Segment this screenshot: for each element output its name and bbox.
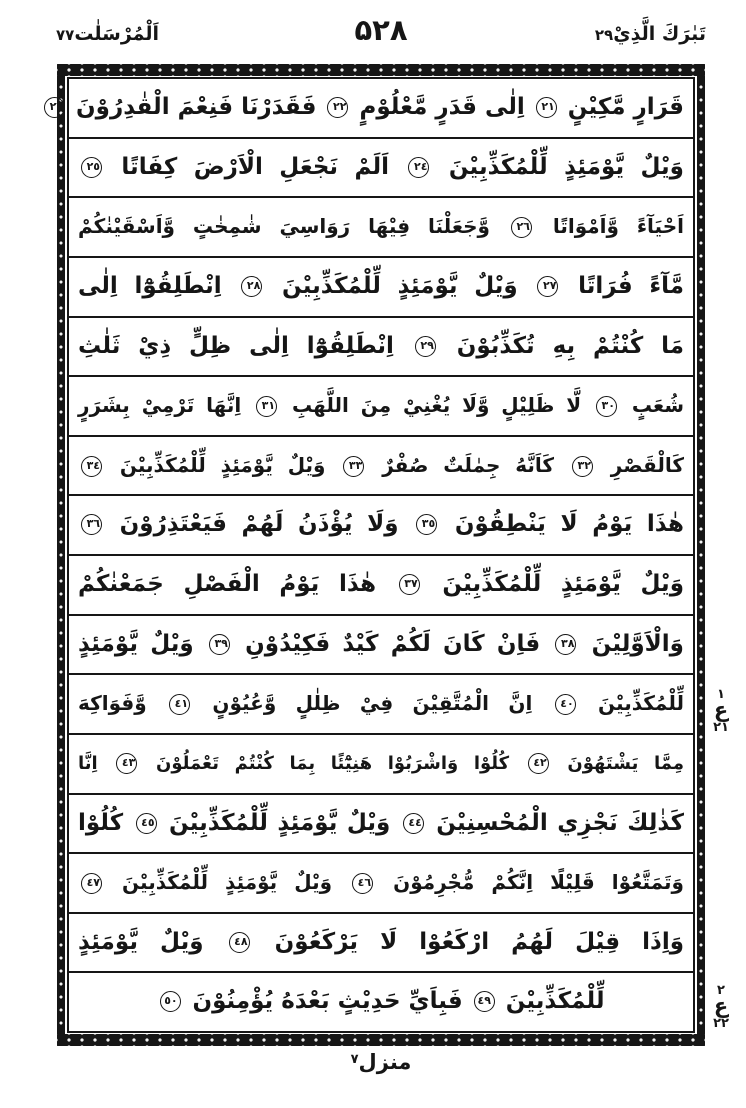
quran-line: قَرَارٍ مَّكِيْنٍ ٢١ اِلٰى قَدَرٍ مَّعْلُوْمٍ ٢٢ فَقَدَرْنَا فَنِعْمَ الْقٰدِرُوْنَ ٢٣	[69, 79, 693, 139]
ruku-marker	[704, 984, 738, 1030]
quran-line: مَّآءً فُرَاتًا ٢٧ وَيْلٌ يَّوْمَئِذٍ لِّلْمُكَذِّبِيْنَ ٢٨ اِنْطَلِقُوْٓا اِلٰى	[69, 258, 693, 318]
quran-line: وَيْلٌ يَّوْمَئِذٍ لِّلْمُكَذِّبِيْنَ ٣٧ هٰذَا يَوْمُ الْفَصْلِ جَمَعْنٰكُمْ	[69, 556, 693, 616]
ayah-number-roundel: ٤٢	[528, 753, 549, 774]
ruku-surah-count: ١	[717, 687, 725, 702]
text-block	[49, 77, 695, 1033]
ayah-number-roundel: ٣٧	[399, 574, 420, 595]
ain-ruku-icon: ع	[713, 994, 729, 1019]
page-number: ۵۲۸	[354, 12, 408, 47]
frame-middle	[49, 76, 705, 1034]
quran-line: وَالْاَوَّلِيْنَ ٣٨ فَاِنْ كَانَ لَكُمْ كَيْدٌ فَكِيْدُوْنِ ٣٩ وَيْلٌ يَّوْمَئِذٍ	[69, 616, 693, 676]
juz-name-header	[595, 24, 706, 45]
ayah-number-roundel: ٣٥	[416, 514, 437, 535]
manzil-marker	[57, 1050, 705, 1074]
ayah-number-roundel: ٢٦	[511, 217, 532, 238]
ayah-number-roundel: ٤٦	[352, 873, 373, 894]
manzil-number: ٧	[350, 1052, 359, 1067]
page-frame	[49, 64, 705, 1046]
quran-line: وَتَمَتَّعُوْا قَلِيْلًا اِنَّكُمْ مُّجْرِمُوْنَ ٤٦ وَيْلٌ يَّوْمَئِذٍ لِّلْمُكَذِّبِيْنَ ٤٧	[69, 854, 693, 914]
quran-line: شُعَبٍ ٣٠ لَّا ظَلِيْلٍ وَّلَا يُغْنِيْ مِنَ اللَّهَبِ ٣١ اِنَّهَا تَرْمِيْ بِشَرَرٍ	[69, 377, 693, 437]
ayah-number-roundel: ٢٣	[44, 97, 65, 118]
ayah-number-roundel: ٢٤	[408, 157, 429, 178]
ayah-number-roundel: ٣٣	[343, 456, 364, 477]
ayah-number-roundel: ٢٩	[415, 336, 436, 357]
ayah-number-roundel: ٢٥	[81, 157, 102, 178]
ornament-band-bottom	[57, 1034, 705, 1046]
juz-title: تَبٰرَكَ الَّذِيْ	[613, 23, 706, 45]
ayah-number-roundel: ٣٨	[555, 634, 576, 655]
ayah-number-roundel: ٢١	[536, 97, 557, 118]
ruku-marker	[704, 688, 738, 734]
quran-line: اَحْيَآءً وَّاَمْوَاتًا ٢٦ وَّجَعَلْنَا فِيْهَا رَوَاسِيَ شٰمِخٰتٍ وَّاَسْقَيْنٰكُمْ	[69, 198, 693, 258]
ayah-number-roundel: ٣٦	[81, 514, 102, 535]
ayah-number-roundel: ٣٩	[209, 634, 230, 655]
ornament-band-right	[697, 76, 705, 1034]
quran-line: وَاِذَا قِيْلَ لَهُمُ ارْكَعُوْا لَا يَرْكَعُوْنَ ٤٨ وَيْلٌ يَّوْمَئِذٍ	[69, 914, 693, 974]
ornament-band-top	[57, 64, 705, 76]
ayah-number-roundel: ٢٧	[537, 276, 558, 297]
surah-number: ٧٧	[56, 26, 75, 44]
ruku-juz-count: ٢٢	[713, 1016, 729, 1032]
ruku-juz-count: ٢١	[713, 720, 729, 736]
quran-line: وَيْلٌ يَّوْمَئِذٍ لِّلْمُكَذِّبِيْنَ ٢٤ اَلَمْ نَجْعَلِ الْاَرْضَ كِفَاتًا ٢٥	[69, 139, 693, 199]
ayah-number-roundel: ٣٤	[81, 456, 102, 477]
juz-number: ٢٩	[594, 26, 614, 44]
ayah-number-roundel: ٤١	[169, 694, 190, 715]
surah-title: اَلْمُرْسَلٰت	[74, 23, 160, 45]
ayah-number-roundel: ٤٩	[474, 991, 495, 1012]
ayah-number-roundel: ٣٢	[572, 456, 593, 477]
ayah-number-roundel: ٥٠	[160, 991, 181, 1012]
manzil-label: منزل	[358, 1050, 412, 1074]
ayah-number-roundel: ٤٨	[229, 932, 250, 953]
ain-ruku-icon: ع	[713, 698, 729, 723]
ayah-number-roundel: ٤٠	[555, 694, 576, 715]
ayah-number-roundel: ٢٨	[241, 276, 262, 297]
quran-line: مِمَّا يَشْتَهُوْنَ ٤٢ كُلُوْا وَاشْرَبُوْا هَنِيْٓئًا بِمَا كُنْتُمْ تَعْمَلُوْنَ ٤٣ اِنَّا	[69, 735, 693, 795]
quran-line: كَذٰلِكَ نَجْزِي الْمُحْسِنِيْنَ ٤٤ وَيْلٌ يَّوْمَئِذٍ لِّلْمُكَذِّبِيْنَ ٤٥ كُلُوْا	[69, 795, 693, 855]
ayah-number-roundel: ٤٧	[81, 873, 102, 894]
ruku-surah-count: ٢	[717, 983, 725, 998]
quran-line: كَالْقَصْرِ ٣٢ كَاَنَّهُ جِمٰلَتٌ صُفْرٌ ٣٣ وَيْلٌ يَّوْمَئِذٍ لِّلْمُكَذِّبِيْنَ ٣٤	[69, 437, 693, 497]
surah-name-header	[56, 24, 159, 45]
ayah-number-roundel: ٤٣	[116, 753, 137, 774]
ayah-number-roundel: ٣٠	[596, 396, 617, 417]
quran-line: هٰذَا يَوْمُ لَا يَنْطِقُوْنَ ٣٥ وَلَا يُؤْذَنُ لَهُمْ فَيَعْتَذِرُوْنَ ٣٦	[69, 496, 693, 556]
page-header	[56, 12, 706, 47]
quran-line-last: لِّلْمُكَذِّبِيْنَ ٤٩ فَبِاَيِّ حَدِيْثٍ بَعْدَهُ يُؤْمِنُوْنَ ٥٠	[69, 973, 693, 1031]
ornament-band-left	[57, 76, 65, 1034]
quran-line: لِّلْمُكَذِّبِيْنَ ٤٠ اِنَّ الْمُتَّقِيْنَ فِيْ ظِلٰلٍ وَّعُيُوْنٍ ٤١ وَّفَوَاكِهَ	[69, 675, 693, 735]
ayah-number-roundel: ٤٥	[136, 813, 157, 834]
quran-line: مَا كُنْتُمْ بِهِ تُكَذِّبُوْنَ ٢٩ اِنْطَلِقُوْٓا اِلٰى ظِلٍّ ذِيْ ثَلٰثِ	[69, 318, 693, 378]
ayah-number-roundel: ٣١	[256, 396, 277, 417]
ayah-number-roundel: ٢٢	[327, 97, 348, 118]
ayah-number-roundel: ٤٤	[403, 813, 424, 834]
